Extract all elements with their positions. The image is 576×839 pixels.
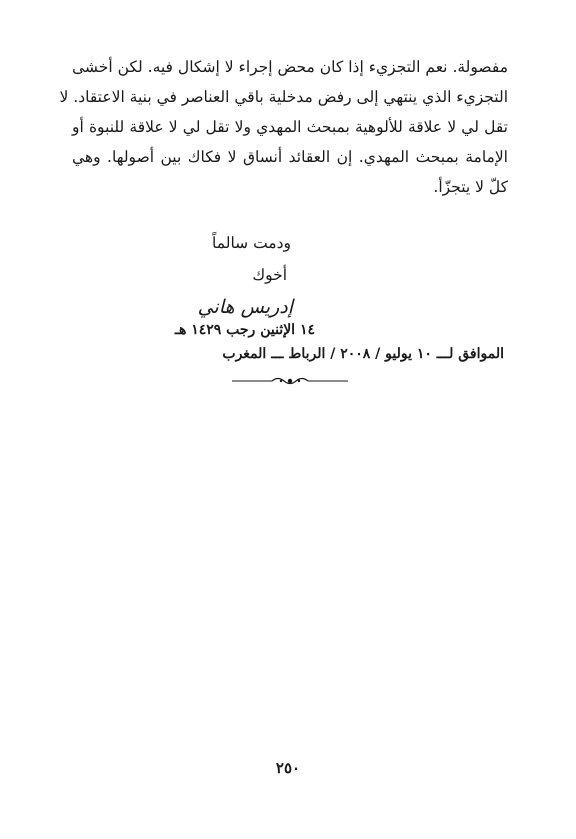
gregorian-date-place: الموافق لـــ ١٠ يوليو / ٢٠٠٨ / الرباط ـــ المغرب [222,346,504,362]
author-signature: إدريس هاني [197,296,293,318]
closing-regards: ودمت سالماً [212,234,291,252]
body-paragraph [59,52,508,202]
page-number: ٢٥٠ [275,759,301,777]
closing-brother: أخوك [252,266,287,284]
body-line: الإمامة بمبحث المهدي. إن العقائد أنساق لا فكاك بين أصولها. وهي [72,148,508,166]
hijri-date: ١٤ الإثنين رجب ١٤٢٩ هـ [174,322,315,338]
body-line: التجزيء الذي ينتهي إلى رفض مدخلية باقي العناصر في بنية الاعتقاد. لا [59,88,508,106]
ornament-divider-icon [232,374,348,388]
body-line: مفصولة. نعم التجزيء إذا كان محض إجراء لا إشكال فيه. لكن أخشى [72,58,508,76]
body-line: كلّ لا يتجزّأ. [433,178,508,196]
body-line: تقل لي لا علاقة للألوهية بمبحث المهدي ولا تقل لي لا علاقة للنبوة أو [72,118,508,136]
